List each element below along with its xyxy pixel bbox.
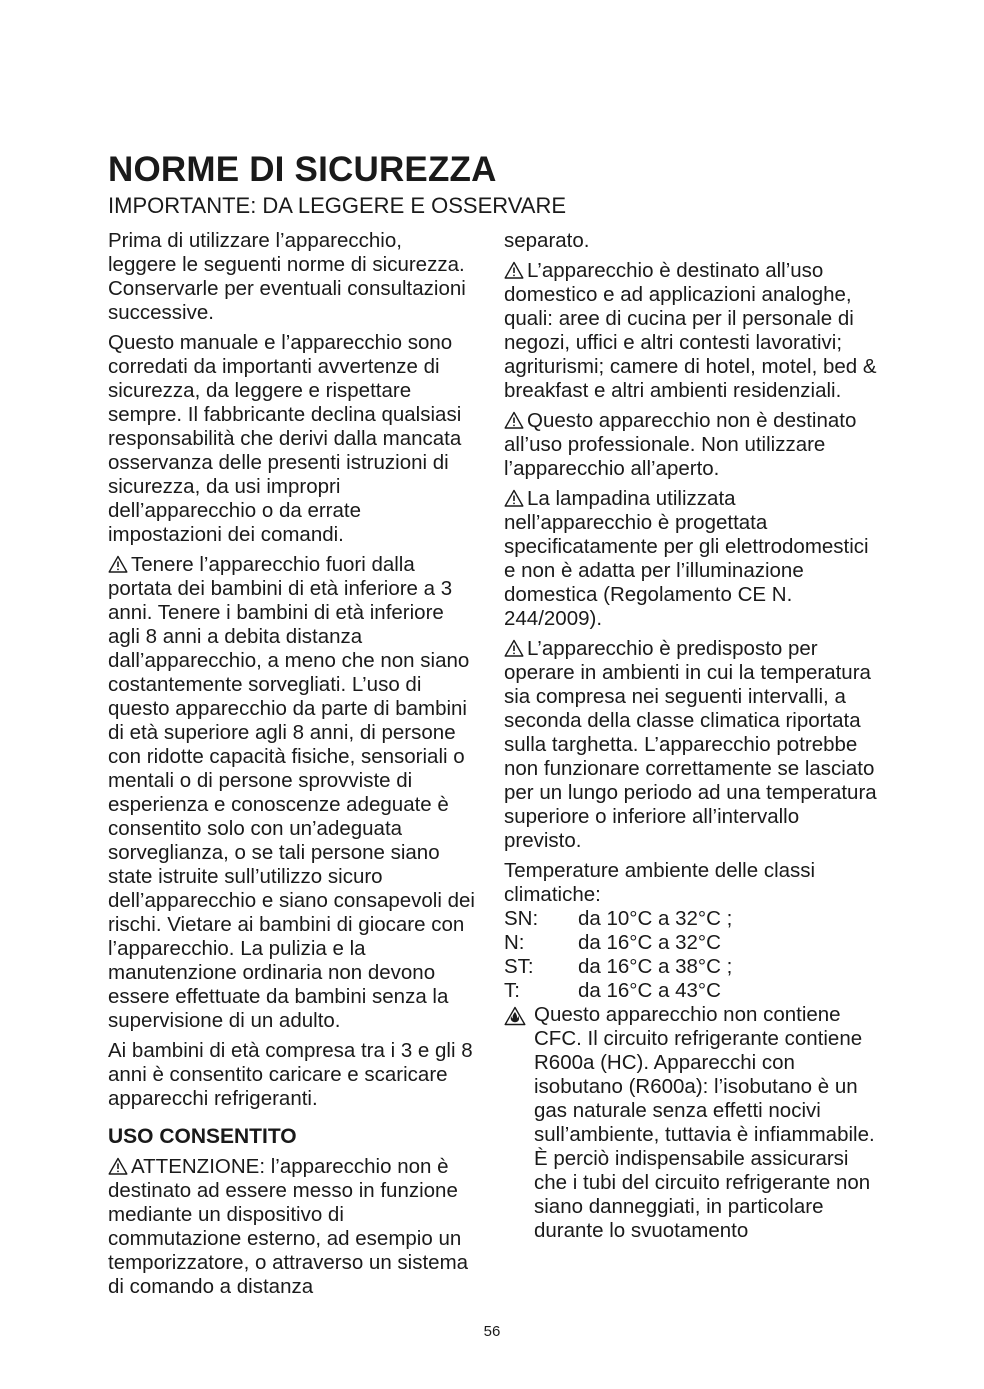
paragraph: separato. (504, 229, 590, 252)
temperature-row (504, 979, 882, 1003)
paragraph: Prima di utilizzare l’apparecchio, leggere le seguenti norme di sicurezza. Conservarle per eventuali consultazioni successive. (108, 229, 466, 324)
flammable-warning-icon (504, 1003, 534, 1243)
climate-class: N: (504, 931, 525, 954)
page-subtitle: IMPORTANTE: DA LEGGERE E OSSERVARE (108, 193, 567, 218)
flammable-warning (504, 1003, 882, 1243)
temperature-range: da 16°C a 43°C (578, 979, 721, 1002)
warning-triangle-icon (504, 411, 524, 429)
warning-text: Questo apparecchio non è destinato all’uso professionale. Non utilizzare l’apparecchio all’aperto. (504, 409, 857, 480)
warning-text: La lampadina utilizzata nell’apparecchio è progettata specificatamente per gli elettrodomestici e non è adatta per l’illuminazione domestica (Regolamento CE N. 244/2009). (504, 487, 869, 630)
warning-paragraph (504, 637, 882, 853)
warning-triangle-icon (504, 639, 524, 657)
page-number: 56 (483, 1323, 501, 1340)
warning-text: L’apparecchio è predisposto per operare in ambienti in cui la temperatura sia compresa nei seguenti intervalli, a seconda della classe climatica riportata sulla targhetta. L’apparecchio potrebbe non funzionare correttamente se lasciato per un lungo periodo ad una temperatura superiore o inferiore all’intervallo previsto. (504, 637, 877, 852)
paragraph: È perciò indispensabile assicurarsi che i tubi del circuito refrigerante non siano danneggiati, in particolare durante lo svuotamento (534, 1147, 871, 1242)
climate-temperatures (504, 859, 882, 1003)
warning-triangle-icon (504, 261, 524, 279)
climate-class: SN: (504, 907, 539, 930)
right-column (504, 229, 882, 1243)
climate-class: T: (504, 979, 520, 1002)
paragraph: Questo manuale e l’apparecchio sono corredati da importanti avvertenze di sicurezza, da leggere e rispettare sempre. Il fabbricante declina qualsiasi responsabilità che derivi dalla mancata osservanza delle presenti istruzioni di sicurezza, da usi impropri dell’apparecchio o da errate impostazioni dei comandi. (108, 331, 462, 546)
temperature-row (504, 907, 882, 931)
temperature-row (504, 931, 882, 955)
warning-paragraph (504, 259, 882, 403)
temperature-range: da 16°C a 38°C ; (578, 955, 733, 978)
paragraph: Questo apparecchio non contiene CFC. Il circuito refrigerante contiene R600a (HC). Apparecchi con isobutano (R600a): l’isobutano è un gas naturale senza effetti nocivi sull’ambiente, tuttavia è infiammabile. (534, 1003, 875, 1146)
climate-class: ST: (504, 955, 534, 978)
flammable-warning-text (534, 1003, 882, 1243)
temperature-range: da 16°C a 32°C (578, 931, 721, 954)
warning-text: L’apparecchio è destinato all’uso domestico e ad applicazioni analoghe, quali: aree di cucina per il personale di negozi, uffici e altri contesti lavorativi; agriturismi; camere di hotel, motel, bed & breakfast e altri ambienti residenziali. (504, 259, 877, 402)
warning-paragraph (504, 487, 882, 631)
paragraph: Ai bambini di età compresa tra i 3 e gli 8 anni è consentito caricare e scaricare apparecchi refrigeranti. (108, 1039, 473, 1110)
warning-triangle-icon (108, 1157, 128, 1175)
temperatures-intro: Temperature ambiente delle classi climatiche: (504, 859, 816, 906)
page-title: NORME DI SICUREZZA (108, 150, 497, 189)
warning-text: Tenere l’apparecchio fuori dalla portata dei bambini di età inferiore a 3 anni. Tenere i bambini di età inferiore agli 8 anni a debita distanza dall’apparecchio, a meno che non siano costantemente sorvegliati. L’uso di questo apparecchio da parte di bambini di età superiore agli 8 anni, di persone con ridotte capacità fisiche, sensoriali o mentali o di persone sprovviste di esperienza e conoscenze adeguate è consentito solo con un’adeguata sorveglianza, o se tali persone siano state istruite sull’utilizzo sicuro dell’apparecchio e siano consapevoli dei rischi. Vietare ai bambini di giocare con l’apparecchio. La pulizia e la manutenzione ordinaria non devono essere effettuate da bambini senza la supervisione di un adulto. (108, 553, 475, 1032)
temperature-range: da 10°C a 32°C ; (578, 907, 733, 930)
warning-triangle-icon (108, 555, 128, 573)
warning-text: ATTENZIONE: l’apparecchio non è destinato ad essere messo in funzione mediante un dispositivo di commutazione esterno, ad esempio un temporizzatore, o attraverso un sistema di comando a distanza (108, 1155, 469, 1298)
warning-paragraph (108, 1155, 476, 1299)
warning-paragraph (504, 409, 882, 481)
warning-triangle-icon (504, 489, 524, 507)
left-column (108, 229, 476, 1305)
warning-paragraph (108, 553, 476, 1033)
section-heading: USO CONSENTITO (108, 1125, 297, 1148)
temperature-row (504, 955, 882, 979)
